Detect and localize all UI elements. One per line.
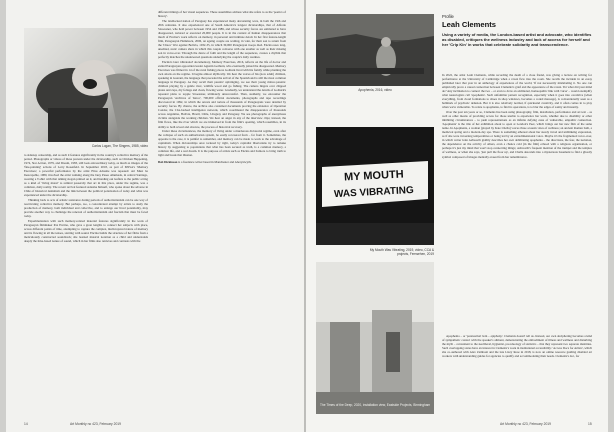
left-column-2: [158, 10, 286, 402]
singer-image: [24, 28, 148, 142]
section-kicker: Profile: [442, 14, 454, 19]
apophenia-caption: Apophenia, 2016, video: [358, 88, 392, 92]
article-headline: Leah Clements: [442, 20, 497, 29]
paragraph: to sidestep censorship, and as such it features significantly in the country's collective memory of the period. Photographs or videos of these protests under the dictatorship, such as Chicken Happening, 1974, Star Action, 1979, and Dream, 1983, still look extraordinary today, as much as images of the 'fine-painting' actions of Lotty Rosenfeld. In September 2018, as part of MSSA's 'Memory Exercises', a powerful performance by the artist Elias Adasme was repeated: Art Must be Inescapable, 1980, involved the artist walking along the busy Paseo Ahumada, in central Santiago, wearing a T-shirt with that talking slogan printed on it, and handing out leaflets to the public acting as a kind of 'living mural' to remind passersby that art in this place, under the regime, was a common, daily reality. The recent revival featured Adasme himself, who spoke about the adverse in Chile of historical denialism and the link between the political polarisation of today and what was experienced under the dictatorship.: [24, 153, 148, 198]
right-column-2: [442, 334, 592, 410]
right-column-1: [442, 73, 592, 331]
paragraph: Over the past ten years or so, Clements has been using photography, film, installation, performance and art text – as well as other means of providing access for those unable to experience her work, whether due to disability or other inhibiting circumstances – to push representations as an infinite defying zone of vulnerable, empathic connection. 'Apophenia' is the title of her exhibition about to open at London's Peer, which brings out her new film of the same name. In Apophenia, a woman (played by Kate Chella) voices three acoustic sites of wellness; an ancient Roman bath, a medieval spring and a modern-day spa. There is something ethereal about her steady travel and unblinking expression, as if she were traversing temporalities or being led by an extradimensional voice. Maybe it's the fragmented voice-over, in which writer Jenn Ashworth giddily describes her own debilitating apophenia – the directions, the fear, the isolation, the dependence on the activity of others, even a chance cold (in the film) echoed with a religious organisation, or perhaps it's just my mind that won't stop connecting things; Ashworth's frequent mention of the trumpet and the temples of wellness, or when she says, 'just pull the floor up', and Chella descends into a mysterious basement to find a ghostly symbol composed of images mentally erased from her remembrance.: [442, 110, 592, 159]
page-number-right: 15: [588, 422, 592, 426]
paragraph: Encina's later 'ehiratanal' documentary, Memory Exercises, 2016, reflects on the life of doctor and exiled Paraguayan opposition leader Agustin Goiburú, who eventually joined the disappeared. Memory Exercises was filmed in 14 of the rural fishing places Goiburú lived with his family while planning the own attack on the regime. It begins almost idyllically. We hear the voices of his (now adult) children, speaking in Guarani, the language that preceded the arrival of the Spanish and is still the most common language in Paraguay. As they recall their parents' upbringing, we see their young mirror-parents: children playing by a gentle river, wildlife wood and go fishing. The camera lingers over chipped plates and cups, dry foliage and clean, flowing water. Gradually, we understand the details of Goiburú's repeated plans to topple Stroessner, ultimately unsuccessful. Then, suddenly, we encounter the Paraguayan 'Archives of Terror', 700,000 official documents, photographs and tape recordings discovered in 1992, in which the arrests and torture of thousands of Paraguayans were detailed by security forces. By chance, the archive also contained documents proving the existence of Operation Condor, the CIA-backed intelligence network, which coordinated the disappearance of thousands across Argentina, Bolivia, Brazil, Chile, Uruguay and Paraguay. We see photographs of anonymous victims alongside the working children. We hear an anger in any of the interview clips; instead, the film flows, like the river which we are immersed in from the film's opening, which resembles, in its ability to both reveal and obscure, the process of historical recovery.: [158, 59, 286, 129]
times-of-deep-photo: [316, 262, 434, 414]
paragraph: Under these circumstances, the memory of living under a murderous dictatorial regime, even after the collapse of such an authoritarian system, be easily recovered from – far from it. Sometimes, the opposite is the case, it is painful to remember, and memory can be made to work to the advantage of capitalism. When dictatorships once tortured by right, today's capitalist libertarians try to remake history by suggesting to populations that what has been secured as truth, is a common memory, a common life, and a real dream. It is the purpose of artists such as Encina and Zamora to bring truth to light and break that illusion.: [158, 129, 286, 158]
paragraph: The landlocked nation of Paraguay has experienced many devastating wars, in both the 19th and 20th centuries. It also experienced one of South America's longest dictatorships, that of Alfredo Stroessner, who held power between 1954 and 1989, and whose security forces are estimated to have disappeared, tortured or executed 20,000 people. It is in the context of human disappearances that much of Encina's work reflects on memory, in personal and intimate detail. In her first feature-length film, Paraguayan Hammock, 2006, an ageing couple are waiting, in vain, for their son to return from the 'Chaco' War against Bolivia, 1932-35, in which 30,000 Paraguayan troops died. Encina uses long, unedited, static camera shots in which this couple converse with one another as well as their missing son in voice-over. Through the dance of faith and the length of the sequences, creates a rhythm that perfectly matches the unanswered questions underlying the couple's daily routines.: [158, 18, 286, 60]
installation-caption: The Times of the Deep, 2020, installation view, Eastside Projects, Birmingham: [320, 403, 431, 407]
paragraph: Apophenia – or 'paranormal twin – epiphany'. Clements doesn't tell us. Instead, our own deciphering becomes a kind of sympathetic contact with the speaker's ailment, demonstrating the embodiment of illness and wellness and disturbing the myth – convenient to the neoliberal, hygienist, pre-ideology of statistics – that they represent two separate identities. Such overlapping states have an interest in Clements's work in institutional accessibility: 'Access Docs for Artists', which she co-authored with Alex Zamboni and the late Lizzy Rose in 2018, is now an online resource guiding disabled art workers with understanding guides for agencies to qualify and accommodating their needs. Clements's doc, for: [442, 334, 592, 359]
paragraph: Experimentation with such memory-related material features significantly in the work of Paraguayan filmmaker Paz Encina, who gave a great lengths to connect her subjects with place, across different points of time, attempting to capture the complex, multi-layered nature of memory and its flowing in all the tenses, starting with sound. Encina builds the structure of her films from a meticulously constructed soundtrack; she learned musical notation as a child and understands deeply the time-based nature of sound, which in her films also retrieves and contrasts with the: [24, 218, 148, 244]
apophenia-image: [316, 14, 434, 86]
left-page: [6, 0, 304, 432]
article-dek: Using a variety of media, the London-based artist and advocate, who identifies as disabled, critiques the wellness industry and lack of access for herself and her 'Crip Kin' in works that celebrate solidarity and transcendence.: [442, 32, 592, 48]
author-bio-text: is a freelance writer based in Manchester and Aberystwyth.: [177, 160, 252, 165]
page-number-left: 14: [24, 422, 28, 426]
author-bio: [158, 160, 286, 164]
installation-image: [316, 262, 434, 414]
left-page-photo: [24, 28, 148, 142]
left-column-1: [24, 153, 148, 415]
banner-line-1: MY MOUTH: [343, 168, 404, 184]
author-name: Bob Dickinson: [158, 160, 178, 165]
mouth-vibrating-image: [316, 127, 434, 245]
running-foot-right: Art Monthly no 423, February 2019: [500, 422, 551, 426]
apophenia-photo: [316, 14, 434, 86]
mouth-vibrating-photo: [316, 127, 434, 245]
paragraph: In 2022, the artist Leah Clements, while recording the death of a close friend, was giving a lecture on writing for performance at the University of Cambridge when a raven flew into the room. She recalls the incident in an essay published later that year in an anthology of experiences of the world, 'If not necessarily mislabeling it. No one can empirically prove a causal connection between Clements's grief and the appearance of the raven. Yet what did your mind do? Any inclination to connect the two – or even to draw an additional, homeopathic link with 'curse' – would exemplify what neurologists call 'apophenia'. Such unfamiliar pattern recognition, especially when it goes into overdrive (when everything, from cloud formations to shoes in shop windows, becomes a coded message), is conventionally seen as a hallmark of psychotic delusion. But it is also relatively normal, if quicksand creativity, and it often comes in to play when we're vulnerable. To relate to apophenia, to find its operations, is to blur the edges of sanity and insanity.: [442, 73, 592, 110]
paragraph: Thinking back to acts of artistic resistance during periods of authoritarianism can be one way of reactivating collective memory. But perhaps, too, a concentrated attempt by artists to study the production of memory, both individual and collective, and to enlarge our lived potentiality, may provide another way to challenge the renewal of authoritarianism and fascism that must be faced today.: [24, 198, 148, 219]
paragraph: different timings of her visual sequences. These assemblies address what she refers to as the 'poetics of history'.: [158, 10, 286, 19]
banner-line-2: WAS VIBRATING: [333, 184, 415, 201]
right-page: [306, 0, 608, 432]
left-image-caption: Carlos Logan, The Singers, 1985, video: [91, 144, 148, 148]
running-foot-left: Art Monthly no 423, February 2019: [70, 422, 121, 426]
mouth-vibrating-caption: My Mouth Was Vibrating, 2019, video, CCA & projects, Fernsehen, 2019: [369, 248, 434, 256]
